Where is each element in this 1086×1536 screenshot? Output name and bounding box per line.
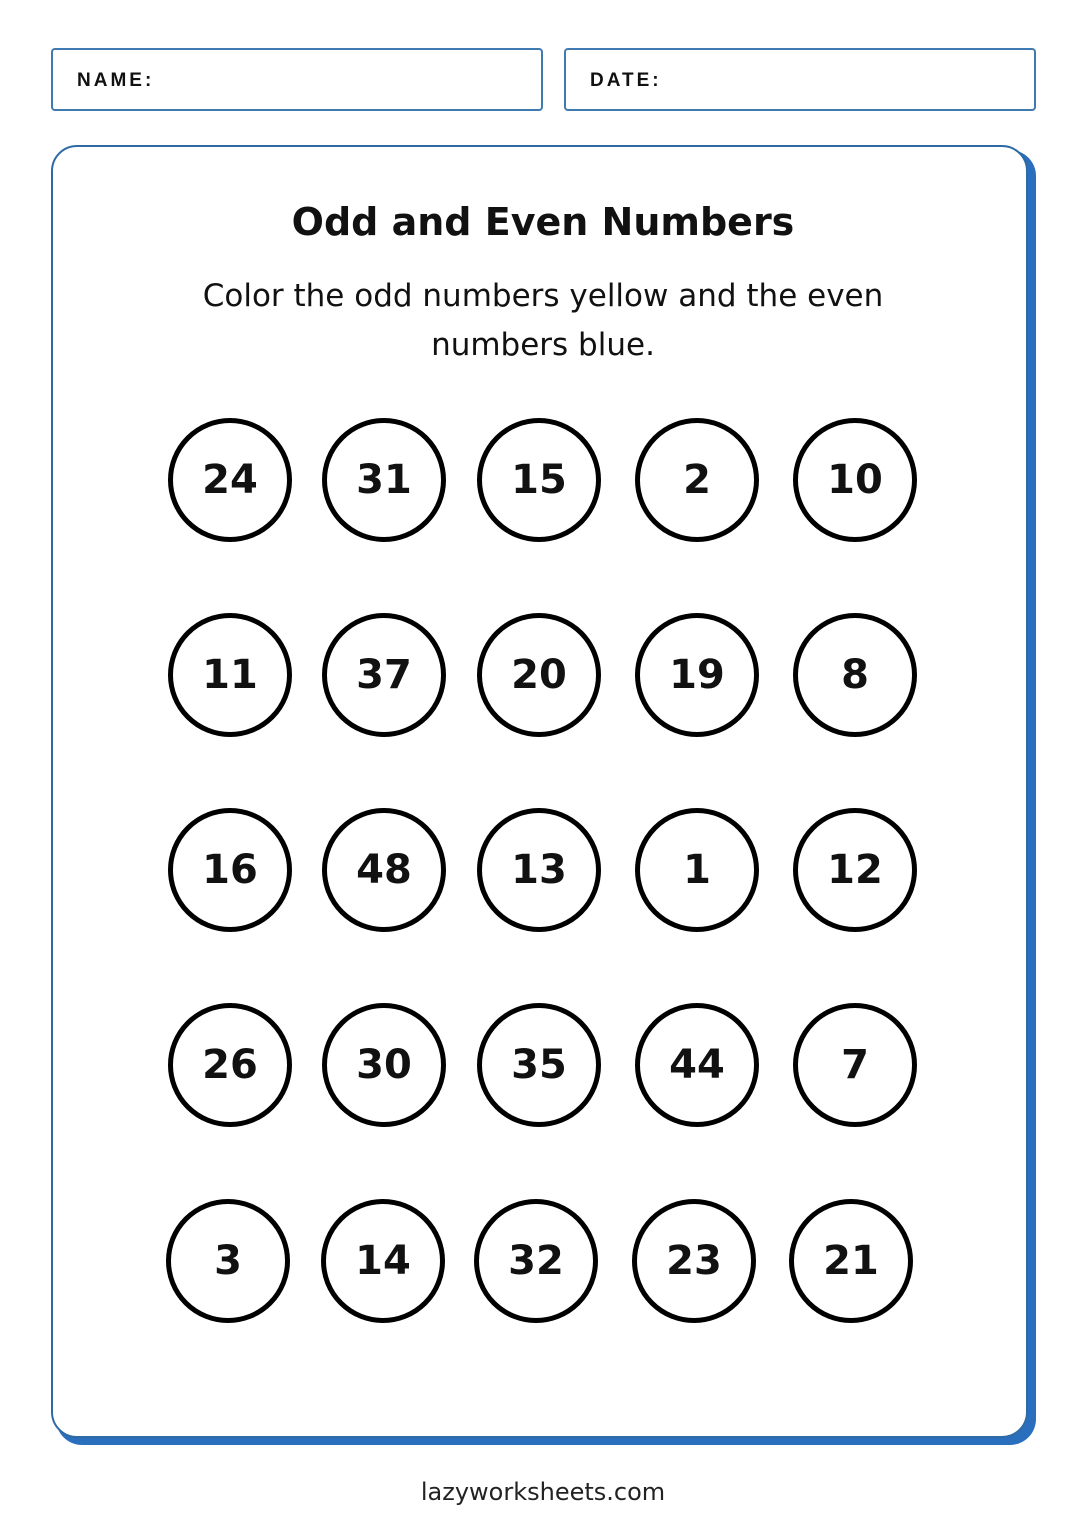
date-field[interactable]: [564, 48, 1036, 111]
date-label: DATE:: [590, 70, 662, 91]
worksheet-title: Odd and Even Numbers: [291, 200, 795, 244]
number-circle[interactable]: 35: [477, 1003, 601, 1127]
number-circle[interactable]: 37: [322, 613, 446, 737]
number-circle[interactable]: 12: [793, 808, 917, 932]
number-circle[interactable]: 2: [635, 418, 759, 542]
number-circle[interactable]: 21: [789, 1199, 913, 1323]
number-circle[interactable]: 30: [322, 1003, 446, 1127]
number-circle[interactable]: 13: [477, 808, 601, 932]
number-circle[interactable]: 32: [474, 1199, 598, 1323]
number-circle[interactable]: 3: [166, 1199, 290, 1323]
number-circle[interactable]: 15: [477, 418, 601, 542]
number-circle[interactable]: 19: [635, 613, 759, 737]
number-circle[interactable]: 8: [793, 613, 917, 737]
number-circle[interactable]: 31: [322, 418, 446, 542]
number-circle[interactable]: 1: [635, 808, 759, 932]
number-circle[interactable]: 16: [168, 808, 292, 932]
number-circle[interactable]: 48: [322, 808, 446, 932]
worksheet-instructions: Color the odd numbers yellow and the even numbers blue.: [202, 278, 884, 363]
number-circle[interactable]: 26: [168, 1003, 292, 1127]
name-field[interactable]: [51, 48, 543, 111]
number-circle[interactable]: 14: [321, 1199, 445, 1323]
number-circle[interactable]: 24: [168, 418, 292, 542]
number-circle[interactable]: 44: [635, 1003, 759, 1127]
name-label: NAME:: [77, 70, 155, 91]
footer-site: lazyworksheets.com: [420, 1478, 666, 1506]
number-circle[interactable]: 7: [793, 1003, 917, 1127]
number-circle[interactable]: 11: [168, 613, 292, 737]
number-circle[interactable]: 20: [477, 613, 601, 737]
number-circle[interactable]: 10: [793, 418, 917, 542]
number-circle[interactable]: 23: [632, 1199, 756, 1323]
